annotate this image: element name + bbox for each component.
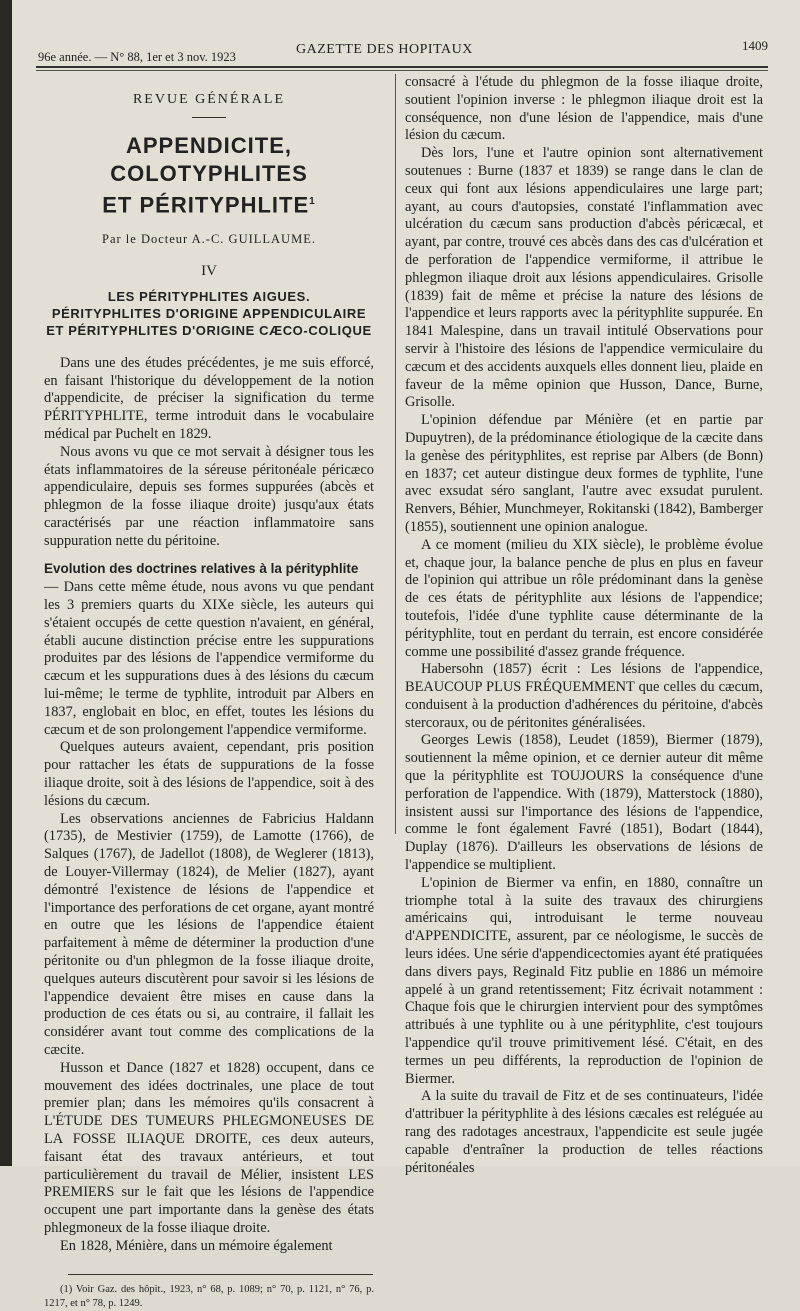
paragraph: Dans une des études précédentes, je me suis efforcé, en faisant l'historique du développement de la notion d'appendicite, de préciser la signification du terme PÉRITYPHLITE, terme introduit dans le vocabulaire médical par Puchelt en 1829. <box>44 354 374 442</box>
section-heading: Evolution des doctrines relatives à la pérityphlite <box>44 561 359 577</box>
page-binding-edge <box>0 0 12 1166</box>
paragraph: L'opinion défendue par Ménière (et en partie par Dupuytren), de la prédominance étiologique de la cæcite dans la genèse des pérityphlites, est reprise par Albers (de Bonn) en 1837; cet auteur distingue deux formes de typhlite, l'une avec exsudat séro sanglant, l'autre avec exsudat purulent. Renvers, Béhier, Munchmeyer, Rokitanski (1842), Bamberger (1855), soutiennent une opinion analogue. <box>405 412 763 535</box>
left-column <box>44 86 374 1311</box>
subtitle-line-1: LES PÉRITYPHLITES AIGUES. <box>107 288 311 304</box>
paragraph: — Dans cette même étude, nous avons vu que pendant les 3 premiers quarts du XIXe siècle, les auteurs qui s'étaient occupés de cette question n'avaient, en général, établi aucune distinction précise entre les suppurations produites par des lésions de l'appendice vermiforme du cæcum et les suppurations dues à des lésions du cæcum lui-même; le terme de typhlite, introduit par Albers en 1837, englobait en bloc, en effet, toutes les lésions du cæcum et de son prolongement l'appendice vermiforme. <box>44 579 374 738</box>
column-divider <box>395 74 396 834</box>
title-line-2: ET PÉRITYPHLITE$^1$ <box>102 192 316 218</box>
paragraph: Dès lors, l'une et l'autre opinion sont alternativement soutenues : Burne (1837 et 1839) se range dans le clan de ceux qui font aux lésions appendiculaires une large part; ayant, au cours d'autopsies, constaté l'inflammation avec ulcération du cæcum sans production d'abcès péricæcal, et ayant, par contre, trouvé ces abcès dans des cas d'ulcération et de perforation de l'appendice vermiforme, il attribue le phlegmon iliaque droit aux lésions appendiculaires. Grisolle (1839) fait de même et précise la nature des lésions de l'appendice et leurs rapports avec la pérityphlite suppurée. En 1841 Malespine, dans un travail intitulé Observations pour servir à l'histoire des lésions de l'appendice vermiculaire du cæcum et des accidents auxquels elles donnent lieu, plaide en faveur de la même opinion que Husson, Dance, Burne, Grisolle. <box>405 145 763 411</box>
header-rule-thin <box>36 70 768 71</box>
right-column <box>405 74 763 1177</box>
title-footnote-mark: 1 <box>309 195 316 207</box>
article-subtitle <box>44 289 374 339</box>
section-kicker: REVUE GÉNÉRALE <box>132 92 286 107</box>
paragraph: consacré à l'étude du phlegmon de la fosse iliaque droite, soutient l'opinion inverse : le phlegmon iliaque droit est la conséquence, non d'une lésion de l'appendice, mais d'une lésion du cæcum. <box>405 74 763 144</box>
paragraph: Husson et Dance (1827 et 1828) occupent, dans ce mouvement des idées doctrinales, une place de tout premier plan; dans les mémoires qu'ils consacrent à L'ÉTUDE DES TUMEURS PHLEGMONEUSES DE LA FOSSE ILIAQUE DROITE, ces deux auteurs, faisant état des travaux antérieurs, et tout particulièrement du travail de Mélier, insistent LES PREMIERS sur le fait que les lésions de l'appendice occupent une part importante dans la genèse des états phlegmoneux de la fosse iliaque droite. <box>44 1059 374 1236</box>
footnote: (1) Voir Gaz. des hôpit., 1923, n° 68, p. 1089; n° 70, p. 1121, n° 76, p. 1217, et n° 78, p. 1249. <box>44 1283 374 1309</box>
paragraph: En 1828, Ménière, dans un mémoire également <box>60 1237 333 1254</box>
article-title <box>44 132 374 219</box>
paragraph: Habersohn (1857) écrit : Les lésions de l'appendice, BEAUCOUP PLUS FRÉQUEMMENT que celles du cæcum, conduisent à la production d'adhérences du péritoine, d'abcès stercoraux, ou de péritonites généralisées. <box>405 661 763 731</box>
paragraph: Georges Lewis (1858), Leudet (1859), Biermer (1879), soutiennent la même opinion, et ce dernier auteur dit même que la pérityphlite est TOUJOURS la conséquence d'une perforation de l'appendice. With (1879), Matterstock (1880), insistent aussi sur l'importance des lésions de l'appendice, comme le font également Favré (1851), Bodart (1844), Duplay (1876). D'ailleurs les observations de lésions de l'appendice se multiplient. <box>405 732 763 874</box>
paragraph: Les observations anciennes de Fabricius Haldann (1735), de Mestivier (1759), de Lamotte (1766), de Salques (1767), de Jadellot (1808), de Weglerer (1813), de Louyer-Villermay (1824), de Melier (1827), ayant démontré l'existence de lésions de l'appendice et l'importance des perforations de cet organe, ayant montré en outre que les lésions de l'appendice étaient parfaitement à même de déterminer la production d'une péritonite ou d'un phlegmon de la fosse iliaque droite, quelques auteurs discutèrent pour savoir si les lésions de l'appendice devaient être mises en cause dans la production de ces états ou si, au contraire, il fallait les considérer avant tout comme des complications de la cæcite. <box>44 810 374 1058</box>
journal-title: GAZETTE DES HOPITAUX <box>296 42 473 57</box>
page-number: 1409 <box>742 38 768 53</box>
paragraph: Quelques auteurs avaient, cependant, pris position pour rattacher les états de suppurations de la fosse iliaque droite, soit à des lésions de l'appendice, soit à des lésions du cæcum. <box>44 739 374 809</box>
title-line-1: APPENDICITE, COLOTYPHLITES <box>110 132 308 186</box>
paragraph: A ce moment (milieu du XIX siècle), le problème évolue et, chaque jour, la balance penche de plus en plus en faveur de l'opinion qui attribue un rôle prédominant dans la genèse de ces états de pérityphlite aux lésions de l'appendice; toutefois, l'idée d'une typhlite cause déterminante de la pérityphlite, tout en perdant du terrain, est encore considérée comme une possibilité d'assez grande fréquence. <box>405 536 763 660</box>
page-header <box>38 38 768 64</box>
paragraph: Nous avons vu que ce mot servait à désigner tous les états inflammatoires de la séreuse péritonéale péricæco appendiculaire, depuis ses formes suppurées (abcès et phlegmon de la fosse iliaque droite) jusqu'aux états caractérisés par une réaction inflammatoire sans suppuration nette du péritoine. <box>44 443 374 549</box>
header-rule <box>36 66 768 68</box>
subtitle-line-2: PÉRITYPHLITES D'ORIGINE APPENDICULAIRE <box>51 305 367 321</box>
issue-info: 96e année. — N° 88, 1er et 3 nov. 1923 <box>38 50 236 64</box>
part-number: IV <box>201 262 217 279</box>
subtitle-line-3: ET PÉRITYPHLITES D'ORIGINE CÆCO-COLIQUE <box>46 322 372 338</box>
kicker-rule <box>192 117 226 118</box>
paragraph: A la suite du travail de Fitz et de ses continuateurs, l'idée d'attribuer la pérityphlite à des lésions cæcales est reléguée au rang des radotages ancestraux, l'appendicite est seule jugée capable d'entraîner la production de telles réactions péritonéales <box>405 1088 763 1176</box>
paragraph: L'opinion de Biermer va enfin, en 1880, connaître un triomphe total à la suite des travaux des chirurgiens américains qui, introduisant le terme nouveau d'APPENDICITE, assurent, par ce néologisme, le succès de leurs idées. Une série d'appendicectomies ayant été pratiquées dans divers pays, Reginald Fitz publie en 1886 un mémoire appelé à un grand retentissement; Fitz écrivait notamment : Chaque fois que le chirurgien intervient pour des symptômes attribués à une typhlite ou à une pérityphlite, c'est toujours l'appendice qu'il trouve primitivement lésé. C'était, en des termes un peu différents, la reproduction de l'opinion de Biermer. <box>405 874 763 1087</box>
section-heading-paragraph <box>44 560 374 579</box>
byline: Par le Docteur A.-C. GUILLAUME. <box>102 232 316 247</box>
footnote-rule <box>68 1274 373 1275</box>
